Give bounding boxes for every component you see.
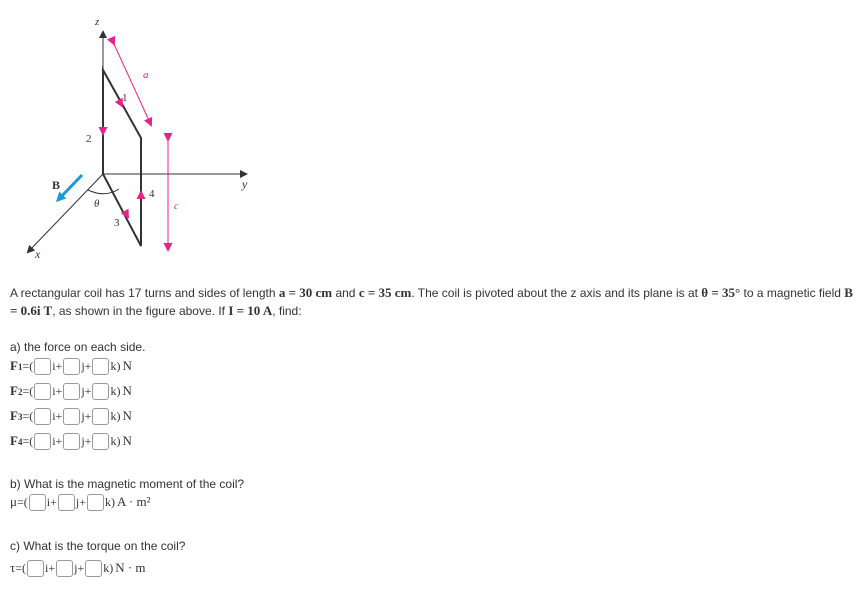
f4-newton-unit: N — [122, 433, 132, 448]
f3-k-input[interactable] — [92, 408, 109, 425]
side4-label: 4 — [149, 188, 155, 200]
problem-text-2: and — [332, 286, 359, 300]
tau-k-unit: k) — [103, 560, 114, 575]
tau-label: τ — [10, 560, 16, 575]
f4-k-unit: k) — [110, 433, 121, 448]
problem-text-3: . The coil is pivoted about the z axis and its plane is at — [411, 286, 702, 300]
f2-eq: =( — [22, 383, 34, 398]
problem-statement — [10, 284, 856, 320]
f4-j-unit: j+ — [81, 433, 92, 448]
problem-text-1: A rectangular coil has 17 turns and sides of length — [10, 286, 279, 300]
mu-k-unit: k) — [104, 494, 115, 509]
f3-label: F 3 — [10, 408, 23, 423]
mu-k-input[interactable] — [87, 494, 104, 511]
b-label: B — [52, 178, 61, 192]
f2-j-input[interactable] — [63, 383, 80, 400]
mu-row — [10, 492, 150, 512]
mu-i-unit: i+ — [46, 494, 57, 509]
problem-text-5: , as shown in the figure above. If — [52, 304, 229, 318]
tau-i-unit: i+ — [45, 560, 56, 575]
c-length-expr: c = 35 cm — [358, 285, 412, 300]
side3-label: 3 — [114, 217, 120, 229]
a-label: a — [143, 69, 149, 81]
problem-text-4: to a magnetic field — [740, 286, 845, 300]
f4-label: F 4 — [10, 433, 23, 448]
f3-j-unit: j+ — [81, 408, 92, 423]
problem-text-6: , find: — [272, 304, 302, 318]
f2-j-unit: j+ — [81, 383, 92, 398]
mu-eq: =( — [16, 494, 28, 509]
c-label: c — [174, 201, 179, 212]
f1-j-input[interactable] — [63, 358, 80, 375]
tau-unit: N · m — [115, 560, 146, 575]
f2-newton-unit: N — [122, 383, 132, 398]
b-field-arrow — [58, 175, 82, 200]
f4-i-input[interactable] — [34, 433, 51, 450]
tau-k-input[interactable] — [85, 560, 102, 577]
f1-j-unit: j+ — [81, 358, 92, 373]
mu-i-input[interactable] — [29, 494, 46, 511]
question-b: b) What is the magnetic moment of the coil? — [10, 477, 245, 491]
y-label: y — [242, 177, 248, 191]
f4-eq: =( — [22, 433, 34, 448]
theta-label: θ — [94, 198, 100, 210]
f1-k-input[interactable] — [92, 358, 109, 375]
tau-j-unit: j+ — [74, 560, 85, 575]
f3-row — [10, 406, 132, 426]
mu-label: μ — [10, 494, 17, 509]
side1-label: 1 — [122, 92, 128, 104]
f3-j-input[interactable] — [63, 408, 80, 425]
f2-i-input[interactable] — [34, 383, 51, 400]
f3-i-unit: i+ — [52, 408, 63, 423]
f2-k-unit: k) — [110, 383, 121, 398]
f4-row — [10, 431, 132, 451]
mu-j-unit: j+ — [75, 494, 86, 509]
f1-i-input[interactable] — [34, 358, 51, 375]
theta-expr: θ = 35° — [701, 285, 741, 300]
x-axis — [28, 174, 103, 252]
f4-j-input[interactable] — [63, 433, 80, 450]
tau-eq: =( — [15, 560, 26, 575]
mu-j-input[interactable] — [58, 494, 75, 511]
f2-i-unit: i+ — [52, 383, 63, 398]
f1-i-unit: i+ — [52, 358, 63, 373]
mu-unit: A · m² — [116, 494, 151, 509]
f3-i-input[interactable] — [34, 408, 51, 425]
f1-k-unit: k) — [110, 358, 121, 373]
f3-newton-unit: N — [122, 408, 132, 423]
current-expr: I = 10 A — [228, 303, 273, 318]
f1-row — [10, 356, 132, 376]
tau-i-input[interactable] — [27, 560, 44, 577]
a-length-expr: a = 30 cm — [278, 285, 333, 300]
dimension-a-arrow — [114, 44, 151, 125]
coil-diagram — [10, 12, 262, 264]
side2-label: 2 — [86, 133, 92, 145]
b-field-expr: B = 0.6i T — [10, 285, 853, 318]
theta-arc — [88, 189, 119, 194]
question-a: a) the force on each side. — [10, 340, 146, 354]
f3-k-unit: k) — [110, 408, 121, 423]
z-label: z — [95, 16, 100, 28]
question-c: c) What is the torque on the coil? — [10, 539, 186, 553]
f1-newton-unit: N — [122, 358, 132, 373]
tau-j-input[interactable] — [56, 560, 73, 577]
f3-eq: =( — [22, 408, 34, 423]
x-label: x — [35, 247, 41, 261]
f1-eq: =( — [22, 358, 34, 373]
f2-label: F 2 — [10, 383, 23, 398]
tau-row — [10, 558, 146, 578]
f4-k-input[interactable] — [92, 433, 109, 450]
f2-row — [10, 381, 132, 401]
f4-i-unit: i+ — [52, 433, 63, 448]
coil-figure — [10, 12, 262, 264]
f1-label: F 1 — [10, 358, 23, 373]
f2-k-input[interactable] — [92, 383, 109, 400]
